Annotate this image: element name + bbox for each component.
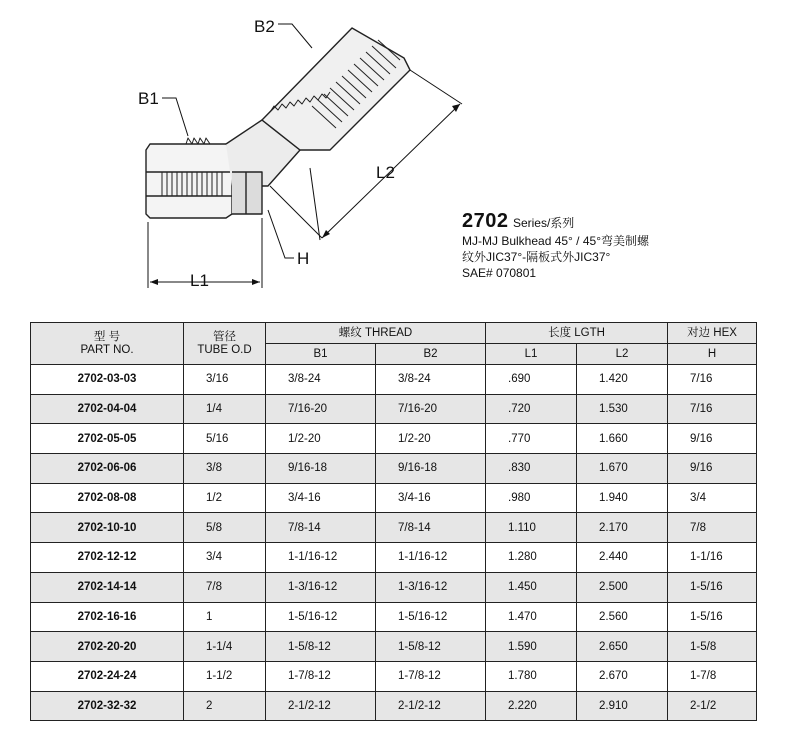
cell-hex-h: 7/16 [668,394,757,424]
cell-thread-b1: 1-5/8-12 [266,632,376,662]
header-length: 长度 LGTH [486,323,668,344]
cell-tube-od: 1-1/4 [184,632,266,662]
cell-part-no: 2702-16-16 [31,602,184,632]
series-number: 2702 [462,210,509,232]
table-row [31,454,757,484]
cell-thread-b2: 7/16-20 [376,394,486,424]
cell-thread-b2: 3/4-16 [376,483,486,513]
cell-part-no: 2702-32-32 [31,691,184,721]
cell-length-l2: 2.500 [577,572,668,602]
cell-tube-od: 5/8 [184,513,266,543]
cell-length-l2: 1.420 [577,365,668,395]
table-row [31,602,757,632]
table-row [31,424,757,454]
cell-length-l2: 2.670 [577,661,668,691]
cell-length-l1: 1.450 [486,572,577,602]
cell-tube-od: 5/16 [184,424,266,454]
cell-part-no: 2702-08-08 [31,483,184,513]
cell-thread-b2: 1/2-20 [376,424,486,454]
cell-thread-b2: 1-5/8-12 [376,632,486,662]
cell-length-l1: .720 [486,394,577,424]
cell-length-l2: 2.170 [577,513,668,543]
cell-part-no: 2702-12-12 [31,543,184,573]
cell-tube-od: 7/8 [184,572,266,602]
header-hex: 对边 HEX [668,323,757,344]
label-l2: L2 [376,163,395,182]
cell-thread-b1: 2-1/2-12 [266,691,376,721]
cell-thread-b1: 3/8-24 [266,365,376,395]
cell-hex-h: 1-5/16 [668,602,757,632]
table-row [31,661,757,691]
cell-thread-b1: 1-5/16-12 [266,602,376,632]
cell-tube-od: 1 [184,602,266,632]
cell-thread-b1: 1-3/16-12 [266,572,376,602]
label-b2: B2 [254,17,275,36]
cell-hex-h: 9/16 [668,424,757,454]
table-row [31,394,757,424]
cell-hex-h: 1-1/16 [668,543,757,573]
left-leg-body [146,144,232,218]
cell-thread-b2: 1-1/16-12 [376,543,486,573]
cell-thread-b1: 1-1/16-12 [266,543,376,573]
spec-table-body [31,365,757,721]
cell-tube-od: 1/2 [184,483,266,513]
cell-hex-h: 1-5/8 [668,632,757,662]
series-title [462,210,782,233]
cell-hex-h: 3/4 [668,483,757,513]
cell-hex-h: 2-1/2 [668,691,757,721]
series-line-3: SAE# 070801 [462,266,537,280]
cell-length-l1: 1.280 [486,543,577,573]
cell-thread-b1: 1-7/8-12 [266,661,376,691]
header-tube-en: TUBE O.D [197,343,252,356]
cell-hex-h: 7/16 [668,365,757,395]
cell-hex-h: 1-7/8 [668,661,757,691]
series-info [462,210,782,281]
cell-tube-od: 1/4 [184,394,266,424]
cell-tube-od: 2 [184,691,266,721]
header-part-en: PART NO. [80,343,134,356]
table-row [31,691,757,721]
angled-leg-body [262,28,410,150]
header-b2: B2 [376,344,486,365]
label-b1: B1 [138,89,159,108]
cell-thread-b2: 1-5/16-12 [376,602,486,632]
cell-length-l1: 1.780 [486,661,577,691]
series-line-1: MJ-MJ Bulkhead 45° / 45°弯美制螺 [462,234,649,248]
cell-tube-od: 1-1/2 [184,661,266,691]
cell-part-no: 2702-10-10 [31,513,184,543]
cell-part-no: 2702-05-05 [31,424,184,454]
cell-length-l1: .690 [486,365,577,395]
header-l1: L1 [486,344,577,365]
table-row [31,513,757,543]
cell-thread-b2: 2-1/2-12 [376,691,486,721]
cell-thread-b2: 7/8-14 [376,513,486,543]
table-row [31,483,757,513]
hex-nut [232,172,262,214]
cell-thread-b1: 9/16-18 [266,454,376,484]
cell-length-l2: 1.670 [577,454,668,484]
cell-thread-b2: 3/8-24 [376,365,486,395]
cell-part-no: 2702-24-24 [31,661,184,691]
cell-length-l2: 2.560 [577,602,668,632]
header-tube-cn: 管径 [213,330,236,343]
cell-part-no: 2702-04-04 [31,394,184,424]
cell-length-l1: 2.220 [486,691,577,721]
header-part-no [31,323,184,365]
cell-length-l2: 1.530 [577,394,668,424]
cell-thread-b1: 7/16-20 [266,394,376,424]
series-line-2: 纹外JIC37°-隔板式外JIC37° [462,250,611,264]
cell-part-no: 2702-14-14 [31,572,184,602]
left-thread-teeth [186,138,210,144]
cell-length-l2: 2.440 [577,543,668,573]
cell-thread-b2: 1-7/8-12 [376,661,486,691]
cell-length-l1: 1.470 [486,602,577,632]
spec-table-header [31,323,757,365]
cell-length-l2: 2.910 [577,691,668,721]
label-l1: L1 [190,271,209,290]
header-l2: L2 [577,344,668,365]
cell-thread-b2: 9/16-18 [376,454,486,484]
cell-tube-od: 3/8 [184,454,266,484]
header-h: H [668,344,757,365]
cell-length-l2: 1.660 [577,424,668,454]
cell-length-l2: 2.650 [577,632,668,662]
cell-thread-b2: 1-3/16-12 [376,572,486,602]
cell-part-no: 2702-03-03 [31,365,184,395]
cell-length-l1: .770 [486,424,577,454]
table-row [31,572,757,602]
cell-tube-od: 3/4 [184,543,266,573]
table-row [31,365,757,395]
label-h: H [297,249,310,268]
cell-length-l1: .830 [486,454,577,484]
header-tube-od [184,323,266,365]
cell-thread-b1: 1/2-20 [266,424,376,454]
header-b1: B1 [266,344,376,365]
spec-table [30,322,757,721]
cell-length-l1: 1.110 [486,513,577,543]
cell-length-l1: 1.590 [486,632,577,662]
cell-thread-b1: 7/8-14 [266,513,376,543]
table-row [31,632,757,662]
table-row [31,543,757,573]
fitting-drawing-svg [125,8,475,293]
cell-hex-h: 7/8 [668,513,757,543]
cell-thread-b1: 3/4-16 [266,483,376,513]
cell-part-no: 2702-06-06 [31,454,184,484]
header-thread: 螺纹 THREAD [266,323,486,344]
fitting-drawing [125,8,475,293]
series-suffix: Series/系列 [512,216,575,230]
cell-length-l2: 1.940 [577,483,668,513]
cell-hex-h: 9/16 [668,454,757,484]
cell-hex-h: 1-5/16 [668,572,757,602]
cell-length-l1: .980 [486,483,577,513]
cell-tube-od: 3/16 [184,365,266,395]
header-part-cn: 型 号 [93,330,121,343]
cell-part-no: 2702-20-20 [31,632,184,662]
